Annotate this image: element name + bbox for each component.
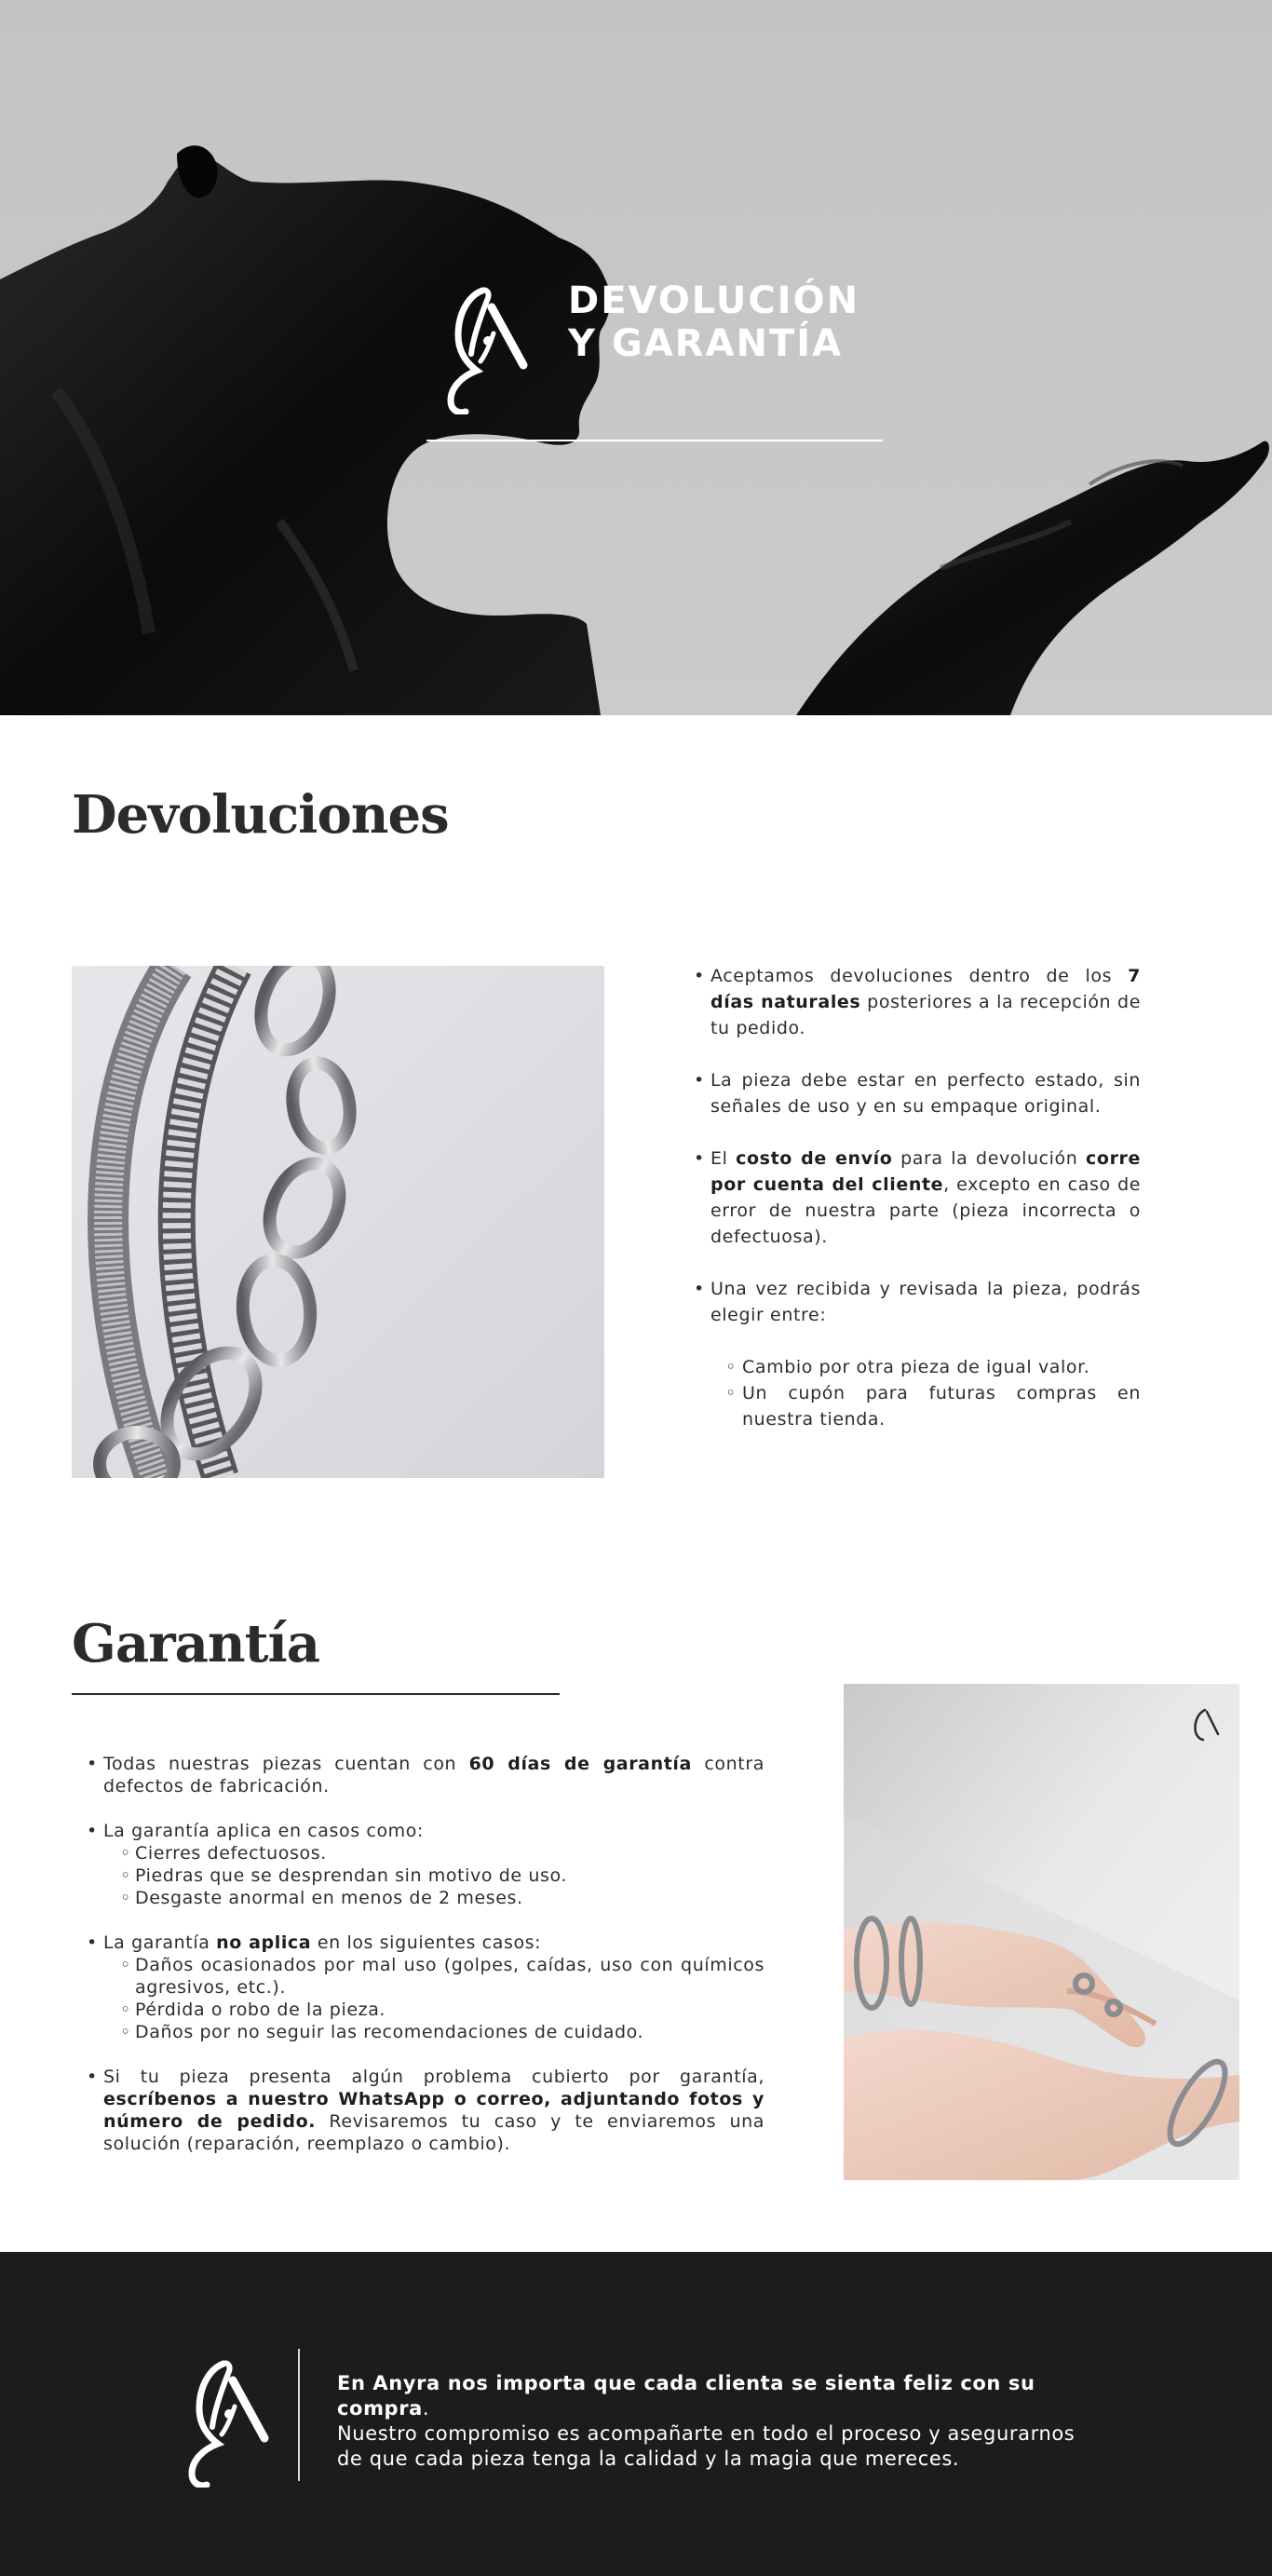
list-item [87, 1932, 765, 2043]
garantia-divider [72, 1693, 560, 1695]
list-item [87, 1753, 765, 1797]
text-segment: posteriores a la recepción de tu pedido. [710, 992, 1141, 1038]
footer-bold-text: En Anyra nos importa que cada clienta se sienta feliz con su compra [337, 2372, 1035, 2420]
text-bold: escríbenos a nuestro WhatsApp o correo, adjuntando fotos y número de pedido. [103, 2089, 765, 2132]
text-bold: no aplica [216, 1932, 312, 1953]
text-segment: Aceptamos devoluciones dentro de los [710, 966, 1129, 986]
sub-list [710, 1354, 1141, 1432]
hero-title [568, 279, 859, 365]
text-bold: corre por cuenta del cliente [710, 1148, 1141, 1195]
arms-illustration [844, 1684, 1239, 2180]
list-item [87, 1820, 765, 1909]
hero-divider [426, 440, 883, 441]
sub-list-item: ◦ Piedras que se desprendan sin motivo de uso. [120, 1864, 765, 1887]
footer-divider [298, 2349, 300, 2481]
text-segment: El [710, 1148, 737, 1169]
text-segment: en los siguientes casos: [311, 1932, 542, 1953]
hero-title-line2: Y GARANTÍA [568, 322, 844, 365]
text-segment: Todas nuestras piezas cuentan con [103, 1754, 469, 1774]
sub-list-item: ◦ Daños ocasionados por mal uso (golpes, caídas, uso con químicos agresivos, etc.). [120, 1954, 765, 1999]
text-segment: , excepto en caso de error de nuestra parte (pieza incorrecta o defectuosa). [710, 1174, 1142, 1247]
sub-list-item: ◦ Cambio por otra pieza de igual valor. [725, 1354, 1141, 1380]
list-item [694, 1276, 1141, 1432]
chains-illustration [72, 966, 604, 1478]
text-segment: La garantía [103, 1932, 217, 1953]
footer [0, 2252, 1272, 2576]
text-bold: 60 días de garantía [468, 1754, 692, 1774]
text-segment: Si tu pieza presenta algún problema cubierto por garantía, [103, 2067, 765, 2087]
list-item [694, 963, 1141, 1041]
sub-list [103, 1842, 765, 1909]
text-bold: costo de envío [736, 1148, 893, 1169]
footer-commitment-text: Nuestro compromiso es acompañarte en todo el proceso y asegurarnos de que cada pieza tenga la calidad y la magia que mereces. [337, 2422, 1076, 2470]
text-segment: La garantía aplica en casos como: [103, 1821, 424, 1841]
hero-banner [0, 0, 1272, 715]
sub-list-item: ◦ Cierres defectuosos. [120, 1842, 765, 1864]
text-segment: La pieza debe estar en perfecto estado, sin señales de uso y en su empaque original. [710, 1070, 1141, 1117]
text-segment: contra defectos de fabricación. [103, 1754, 765, 1796]
sub-list [103, 1954, 765, 2043]
list-item [87, 2066, 765, 2155]
hero-title-line1: DEVOLUCIÓN [568, 279, 860, 322]
anyra-logo-icon [434, 279, 536, 414]
list-item [694, 1146, 1141, 1250]
devoluciones-title: Devoluciones [72, 784, 449, 846]
footer-message [337, 2371, 1101, 2472]
bracelets-arm-photo [844, 1684, 1239, 2180]
footer-bold-end: . [422, 2397, 430, 2420]
list-item [694, 1067, 1141, 1119]
text-segment: para la devolución [892, 1148, 1087, 1169]
text-segment: Revisaremos tu caso y te enviaremos una solución (reparación, reemplazo o cambio). [103, 2111, 765, 2154]
sub-list-item: ◦ Daños por no seguir las recomendaciones de cuidado. [120, 2021, 765, 2043]
sub-list-item: ◦ Desgaste anormal en menos de 2 meses. [120, 1887, 765, 1909]
text-segment: Una vez recibida y revisada la pieza, podrás elegir entre: [710, 1279, 1141, 1325]
sub-list-item: ◦ Un cupón para futuras compras en nuestra tienda. [725, 1380, 1141, 1432]
sub-list-item: ◦ Pérdida o robo de la pieza. [120, 1999, 765, 2021]
garantia-list [87, 1753, 765, 2177]
text-bold: 7 días naturales [710, 966, 1141, 1012]
devoluciones-list [694, 963, 1141, 1458]
garantia-title: Garantía [72, 1613, 320, 1674]
anyra-logo-icon [175, 2352, 277, 2488]
jewelry-chains-photo [72, 966, 604, 1478]
